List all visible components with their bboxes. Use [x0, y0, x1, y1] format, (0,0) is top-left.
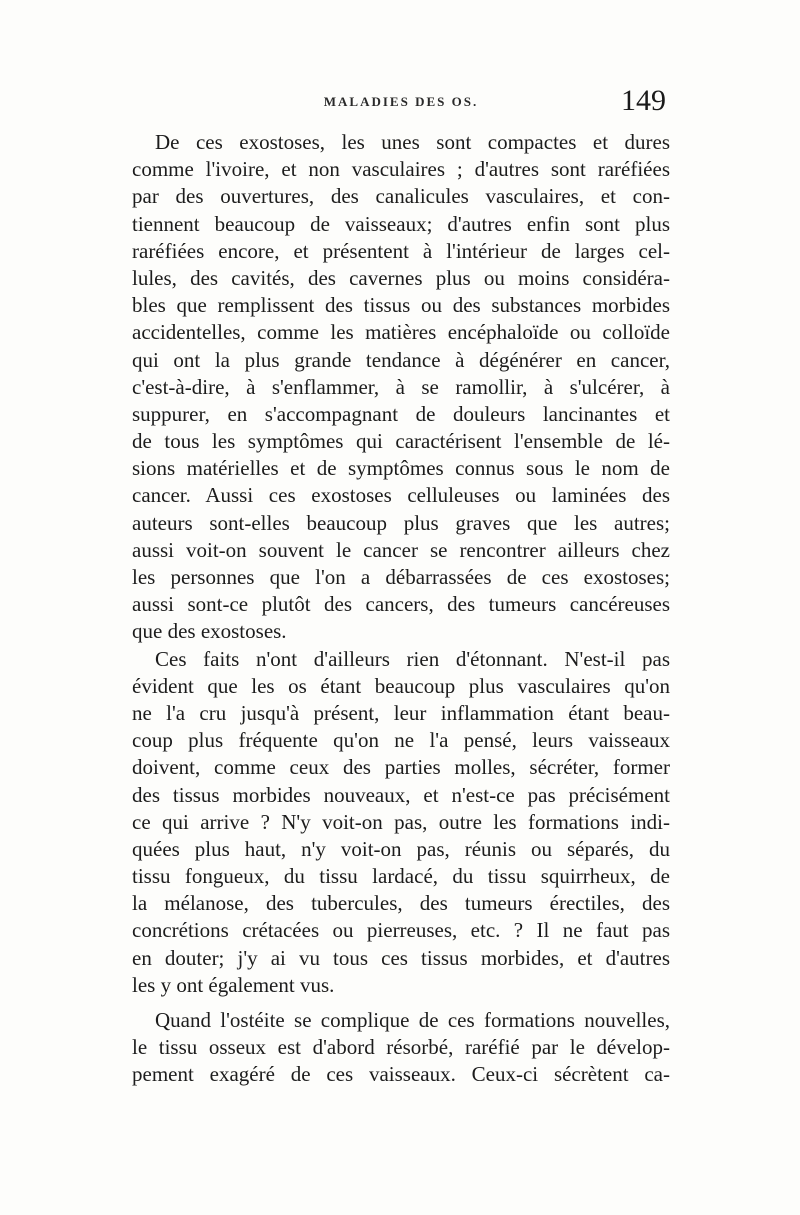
text-line: raréfiées encore, et présentent à l'intérieur de larges cel- — [132, 238, 670, 263]
text-line: tissu fongueux, du tissu lardacé, du tissu squirrheux, de — [132, 864, 670, 889]
text-line: la mélanose, des tubercules, des tumeurs érectiles, des — [132, 891, 670, 916]
text-line: suppurer, en s'accompagnant de douleurs lancinantes et — [132, 401, 670, 426]
text-line: évident que les os étant beaucoup plus vasculaires qu'on — [132, 673, 670, 698]
text-line: doivent, comme ceux des parties molles, sécréter, former — [132, 755, 670, 780]
text-line: cancer. Aussi ces exostoses celluleuses ou laminées des — [132, 483, 670, 508]
text-line: Ces faits n'ont d'ailleurs rien d'étonnant. N'est-il pas — [155, 646, 670, 671]
text-line: bles que remplissent des tissus ou des substances morbides — [132, 293, 670, 318]
text-line: qui ont la plus grande tendance à dégénérer en cancer, — [132, 347, 670, 372]
text-line: concrétions crétacées ou pierreuses, etc. ? Il ne faut pas — [132, 918, 670, 943]
text-line: comme l'ivoire, et non vasculaires ; d'autres sont raréfiées — [132, 157, 670, 182]
text-line: sions matérielles et de symptômes connus sous le nom de — [132, 456, 670, 481]
text-line: pement exagéré de ces vaisseaux. Ceux-ci sécrètent ca- — [132, 1062, 670, 1087]
text-line: des tissus morbides nouveaux, et n'est-ce pas précisément — [132, 782, 670, 807]
text-line: aussi sont-ce plutôt des cancers, des tumeurs cancéreuses — [132, 592, 670, 617]
page-header — [132, 84, 670, 122]
text-line: en douter; j'y ai vu tous ces tissus morbides, et d'autres — [132, 945, 670, 970]
text-line: quées plus haut, n'y voit-on pas, réunis ou séparés, du — [132, 836, 670, 861]
text-line: tiennent beaucoup de vaisseaux; d'autres enfin sont plus — [132, 211, 670, 236]
text-line: accidentelles, comme les matières encéphaloïde ou colloïde — [132, 320, 670, 345]
text-line: ce qui arrive ? N'y voit-on pas, outre les formations indi- — [132, 809, 670, 834]
text-line: de tous les symptômes qui caractérisent l'ensemble de lé- — [132, 429, 670, 454]
text-line: les personnes que l'on a débarrassées de ces exostoses; — [132, 565, 670, 589]
text-line: ne l'a cru jusqu'à présent, leur inflammation étant beau- — [132, 700, 670, 725]
paragraph-gap — [132, 999, 670, 1007]
text-line: lules, des cavités, des cavernes plus ou moins considéra- — [132, 265, 670, 290]
text-line: aussi voit-on souvent le cancer se rencontrer ailleurs chez — [132, 537, 670, 562]
page-number: 149 — [621, 84, 666, 117]
text-line: Quand l'ostéite se complique de ces formations nouvelles, — [155, 1008, 670, 1032]
text-line: que des exostoses. — [132, 619, 287, 644]
text-line: le tissu osseux est d'abord résorbé, raréfié par le dévelop- — [132, 1035, 670, 1060]
body-text — [132, 129, 670, 1089]
text-line: auteurs sont-elles beaucoup plus graves que les autres; — [132, 510, 670, 535]
running-title: MALADIES DES OS. — [323, 94, 479, 109]
text-line: coup plus fréquente qu'on ne l'a pensé, leurs vaisseaux — [132, 728, 670, 753]
text-line: De ces exostoses, les unes sont compactes et dures — [155, 130, 670, 154]
text-line: c'est-à-dire, à s'enflammer, à se ramollir, à s'ulcérer, à — [132, 374, 670, 399]
text-line: les y ont également vus. — [132, 972, 335, 997]
text-line: par des ouvertures, des canalicules vasculaires, et con- — [132, 184, 670, 209]
